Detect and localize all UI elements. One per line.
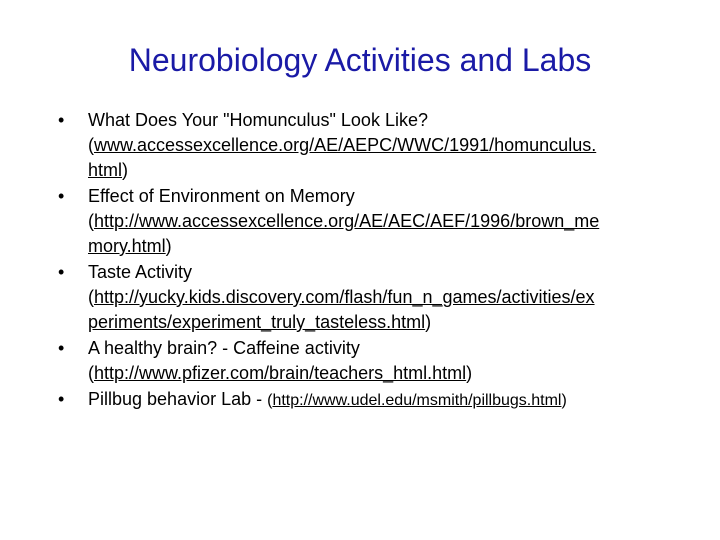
bullet-icon: • xyxy=(58,389,65,409)
open-paren: ( xyxy=(88,287,94,307)
link-line xyxy=(88,234,668,259)
link-line xyxy=(88,285,668,310)
link-line xyxy=(88,361,668,386)
link-line xyxy=(88,158,668,183)
bullet-icon: • xyxy=(58,186,65,206)
close-paren: ) xyxy=(425,312,432,332)
item-text: Pillbug behavior Lab - xyxy=(88,389,268,409)
item-text: A healthy brain? - Caffeine activity xyxy=(88,338,360,358)
activity-link[interactable]: http://www.pfizer.com/brain/teachers_html.html xyxy=(94,363,467,383)
list-item xyxy=(58,260,668,335)
open-paren: ( xyxy=(267,392,273,409)
activity-link[interactable]: periments/experiment_truly_tasteless.html xyxy=(88,312,426,332)
open-paren: ( xyxy=(88,363,94,383)
bullet-icon: • xyxy=(58,338,65,358)
close-paren: ) xyxy=(122,160,129,180)
list-item xyxy=(58,336,668,386)
close-paren: ) xyxy=(466,363,473,383)
item-text: Taste Activity xyxy=(88,262,193,282)
slide-title: Neurobiology Activities and Labs xyxy=(128,42,592,78)
activity-link[interactable]: http://www.udel.edu/msmith/pillbugs.html xyxy=(272,392,562,409)
bullet-list xyxy=(58,108,668,414)
item-text: Effect of Environment on Memory xyxy=(88,186,355,206)
activity-link[interactable]: html xyxy=(88,160,123,180)
activity-link[interactable]: http://www.accessexcellence.org/AE/AEC/AEF/1996/brown_me xyxy=(94,211,600,231)
link-line xyxy=(88,310,668,335)
activity-link[interactable]: mory.html xyxy=(88,236,166,256)
list-item xyxy=(58,184,668,259)
close-paren: ) xyxy=(561,392,567,409)
list-item xyxy=(58,387,668,413)
link-line xyxy=(88,209,668,234)
activity-link[interactable]: http://yucky.kids.discovery.com/flash/fun_n_games/activities/ex xyxy=(94,287,595,307)
link-line xyxy=(88,133,668,158)
open-paren: ( xyxy=(88,135,94,155)
list-item xyxy=(58,108,668,183)
close-paren: ) xyxy=(165,236,172,256)
bullet-icon: • xyxy=(58,110,65,130)
open-paren: ( xyxy=(88,211,94,231)
item-text: What Does Your "Homunculus" Look Like? xyxy=(88,110,428,130)
bullet-icon: • xyxy=(58,262,65,282)
activity-link[interactable]: www.accessexcellence.org/AE/AEPC/WWC/1991/homunculus. xyxy=(94,135,597,155)
